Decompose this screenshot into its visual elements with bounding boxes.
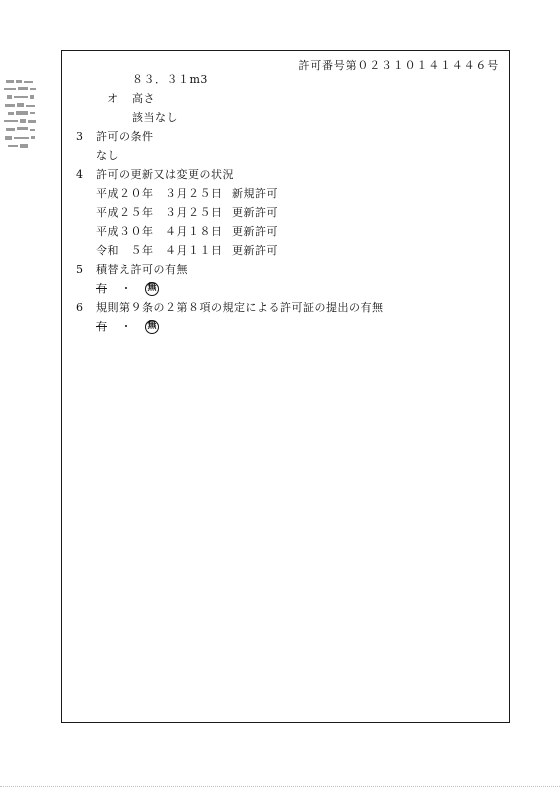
section-3-title: 許可の条件: [96, 130, 154, 143]
scan-bottom-artifact: [0, 786, 560, 790]
history-date: 平成２５年 ３月２５日: [96, 206, 223, 219]
section-6-choice: [96, 320, 159, 334]
section-5-choice: [96, 282, 159, 296]
section-5-number: 5: [76, 263, 84, 276]
document-frame: [61, 50, 510, 723]
section-3-number: 3: [76, 130, 84, 143]
choice-no-circled: 無: [145, 282, 159, 296]
item-o-value: 該当なし: [132, 111, 178, 124]
choice-yes-struck: 有: [96, 320, 107, 333]
history-status: 更新許可: [232, 244, 278, 257]
scan-stamp-marks: [0, 78, 42, 158]
history-status: 更新許可: [232, 206, 278, 219]
history-date: 平成３０年 ４月１８日: [96, 225, 223, 238]
choice-separator: ・: [120, 282, 132, 295]
choice-yes-struck: 有: [96, 282, 107, 295]
choice-separator: ・: [120, 320, 132, 333]
history-date: 令和 ５年 ４月１１日: [96, 244, 223, 257]
section-6-title: 規則第９条の２第８項の規定による許可証の提出の有無: [96, 301, 384, 314]
section-5-title: 積替え許可の有無: [96, 263, 188, 276]
item-o-label: オ: [107, 92, 119, 105]
item-o-text: 高さ: [132, 92, 155, 105]
choice-no-circled: 無: [145, 320, 159, 334]
section-6-number: 6: [76, 301, 84, 314]
permit-number: 許可番号第０２３１０１４１４４６号: [298, 59, 499, 72]
section-3-value: なし: [96, 149, 119, 162]
history-status: 新規許可: [232, 187, 278, 200]
section-4-number: 4: [76, 168, 84, 181]
volume-value: ８３．３１m3: [132, 73, 208, 86]
section-4-title: 許可の更新又は変更の状況: [96, 168, 234, 181]
history-date: 平成２０年 ３月２５日: [96, 187, 223, 200]
history-status: 更新許可: [232, 225, 278, 238]
